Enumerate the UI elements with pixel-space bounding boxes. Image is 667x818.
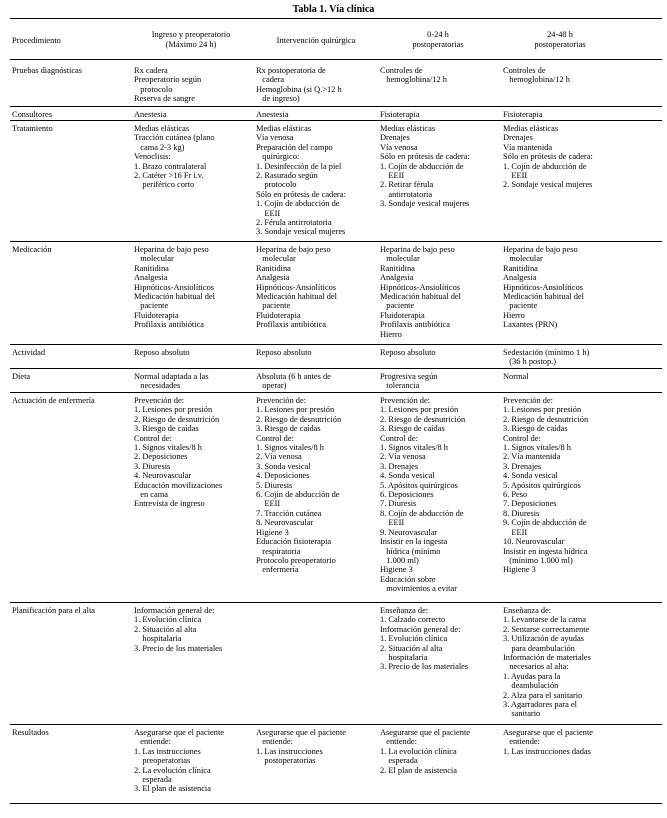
cell-line: Hipnóticos-Ansiolíticos bbox=[380, 282, 461, 292]
cell-line: 2. Vía venosa bbox=[256, 452, 302, 462]
cell-line: Reposo absoluto bbox=[134, 348, 190, 357]
row-label: Dieta bbox=[12, 372, 31, 381]
cell-line: EEII bbox=[256, 208, 281, 218]
cell-line: 1. Brazo contralateral bbox=[134, 161, 207, 171]
cell-line: Información general de: bbox=[380, 624, 461, 634]
cell-line: Asegurarse que el paciente bbox=[134, 728, 224, 737]
cell-line: (mínimo 1.000 ml) bbox=[503, 555, 573, 565]
cell-line: Prevención de: bbox=[256, 396, 307, 405]
cell-line: Educación movilizaciones bbox=[134, 480, 223, 490]
table-cell bbox=[134, 372, 209, 391]
cell-line: hemoglobina/12 h bbox=[380, 75, 447, 85]
table-cell bbox=[256, 396, 341, 575]
row-label: Actividad bbox=[12, 348, 46, 357]
cell-line: Reposo absoluto bbox=[256, 348, 312, 357]
cell-line: cadera bbox=[256, 75, 285, 85]
cell-line: Vía venosa bbox=[380, 142, 418, 152]
cell-line: Higiene 3 bbox=[380, 565, 413, 575]
row-label: Resultados bbox=[12, 728, 49, 737]
cell-line: Analgesia bbox=[134, 273, 168, 283]
table-title: Tabla 1. Vía clínica bbox=[292, 4, 375, 15]
cell-line: 7. Diuresis bbox=[380, 499, 417, 509]
cell-line: protocolo bbox=[134, 84, 173, 94]
cell-line: Preoperatorio según bbox=[134, 75, 202, 85]
cell-line: 10. Neurovascular bbox=[503, 537, 565, 547]
cell-line: 2. Catéter >16 Fr i.v. bbox=[134, 171, 204, 181]
cell-line: 7. Deposiciones bbox=[503, 499, 557, 509]
cell-line: 2. Situación al alta bbox=[380, 643, 443, 653]
cell-line: molecular bbox=[503, 254, 543, 264]
cell-line: Control de: bbox=[380, 433, 418, 443]
cell-line: Hierro bbox=[503, 310, 525, 320]
table-cell bbox=[380, 372, 437, 391]
cell-line: entiende: bbox=[503, 737, 540, 747]
cell-line: 2. Riesgo de desnutrición bbox=[256, 414, 342, 424]
table-rule bbox=[10, 106, 662, 107]
cell-line: paciente bbox=[134, 301, 169, 311]
cell-line: operar) bbox=[256, 381, 287, 391]
cell-line: Medicación habitual del bbox=[256, 292, 337, 302]
cell-line: 2. Situación al alta bbox=[134, 624, 197, 634]
cell-line: 1. Las instrucciones bbox=[256, 746, 323, 756]
cell-line: Fluidoterapia bbox=[256, 310, 301, 320]
table-rule bbox=[10, 392, 662, 393]
cell-line: en cama bbox=[134, 490, 168, 500]
cell-line: sanitario bbox=[503, 709, 541, 719]
cell-line: Heparina de bajo peso bbox=[134, 245, 209, 254]
cell-line: 3. Precio de los materiales bbox=[380, 662, 469, 672]
cell-line: hospitalaria bbox=[380, 653, 428, 663]
cell-line: 3. Riesgo de caídas bbox=[380, 424, 445, 434]
cell-line: postoperatorias bbox=[256, 756, 316, 766]
cell-line: Prevención de: bbox=[380, 396, 431, 405]
cell-line: paciente bbox=[503, 301, 538, 311]
cell-line: Vía mantenida bbox=[503, 142, 553, 152]
table-cell bbox=[134, 66, 201, 104]
table-cell bbox=[503, 66, 570, 85]
header-col-1 bbox=[131, 30, 251, 50]
table-cell bbox=[256, 66, 342, 104]
table-cell bbox=[380, 348, 436, 357]
cell-line: hemoglobina/12 h bbox=[503, 75, 570, 85]
cell-line: Venoclisis: bbox=[134, 152, 171, 162]
cell-line: enfermería bbox=[256, 565, 299, 575]
cell-line: EEII bbox=[380, 171, 405, 181]
cell-line: 3. Sondaje vesical mujeres bbox=[256, 227, 346, 237]
cell-line: Prevención de: bbox=[134, 396, 185, 405]
cell-line: Medicación habitual del bbox=[134, 292, 215, 302]
cell-line: 1. Signos vitales/8 h bbox=[503, 443, 571, 453]
table-cell bbox=[134, 396, 222, 509]
cell-line: Vía venosa bbox=[256, 133, 294, 143]
table-rule bbox=[10, 241, 662, 242]
cell-line: 8. Diuresis bbox=[503, 508, 540, 518]
cell-line: Protocolo preoperatorio bbox=[256, 555, 336, 565]
row-label: Consultores bbox=[12, 110, 53, 119]
cell-line: Control de: bbox=[256, 433, 294, 443]
cell-line: Absoluta (6 h antes de bbox=[256, 372, 331, 381]
cell-line: 2. Riesgo de desnutrición bbox=[134, 414, 220, 424]
table-rule bbox=[10, 602, 662, 603]
cell-line: Sólo en prótesis de cadera: bbox=[503, 152, 593, 162]
cell-line: 2. Férula antirrotatoria bbox=[256, 218, 332, 228]
cell-line: Reposo absoluto bbox=[380, 348, 436, 357]
cell-line: 2. La evolución clínica bbox=[134, 765, 211, 775]
cell-line: Fisioterapia bbox=[380, 110, 420, 119]
cell-line: Asegurarse que el paciente bbox=[256, 728, 346, 737]
cell-line: paciente bbox=[256, 301, 291, 311]
cell-line: 2. Vía venosa bbox=[380, 452, 426, 462]
cell-line: 1. Evolución clínica bbox=[380, 634, 448, 644]
header-procedimiento: Procedimiento bbox=[12, 36, 61, 45]
table-cell bbox=[503, 124, 593, 190]
cell-line: 1. Lesiones por presión bbox=[503, 405, 582, 415]
cell-line: de ingreso) bbox=[256, 94, 300, 104]
cell-line: Heparina de bajo peso bbox=[256, 245, 331, 254]
cell-line: Medias elásticas bbox=[380, 124, 436, 133]
cell-line: 1. Lesiones por presión bbox=[256, 405, 335, 415]
cell-line: Educación fisioterapia bbox=[256, 537, 332, 547]
table-cell bbox=[503, 245, 584, 330]
table-cell bbox=[380, 110, 420, 119]
cell-line: 1. Las instrucciones dadas bbox=[503, 746, 591, 756]
cell-line: Información de materiales bbox=[503, 653, 591, 663]
cell-line: 1. Cojín de abducción de bbox=[380, 161, 464, 171]
cell-line: Heparina de bajo peso bbox=[503, 245, 578, 254]
cell-line: 6. Deposiciones bbox=[380, 490, 434, 500]
cell-line: Normal bbox=[503, 372, 529, 381]
cell-line: Laxantes (PRN) bbox=[503, 320, 558, 330]
cell-line: 7. Tracción cutánea bbox=[256, 508, 322, 518]
cell-line: 2. Deposiciones bbox=[134, 452, 188, 462]
table-rule bbox=[10, 59, 662, 60]
cell-line: entiende: bbox=[134, 737, 171, 747]
cell-line: Fluidoterapia bbox=[380, 310, 425, 320]
cell-line: molecular bbox=[380, 254, 420, 264]
cell-line: Prevención de: bbox=[503, 396, 554, 405]
header-text: postoperatorias bbox=[534, 40, 586, 49]
cell-line: Anestesia bbox=[256, 110, 289, 119]
cell-line: EEII bbox=[256, 499, 281, 509]
cell-line: 5. Apósitos quirúrgicos bbox=[380, 480, 458, 490]
cell-line: 3. Drenajes bbox=[503, 461, 542, 471]
cell-line: 4. Sonda vesical bbox=[380, 471, 435, 481]
cell-line: Ranitidina bbox=[503, 263, 538, 273]
cell-line: Sedestación (mínimo 1 h) bbox=[503, 348, 590, 357]
cell-line: 3. Riesgo de caídas bbox=[503, 424, 568, 434]
cell-line: 1. Desinfección de la piel bbox=[256, 161, 342, 171]
cell-line: tolerancia bbox=[380, 381, 420, 391]
table-cell bbox=[380, 245, 461, 339]
cell-line: Información general de: bbox=[134, 606, 215, 615]
cell-line: Rx postoperatoria de bbox=[256, 66, 326, 75]
cell-line: 2. Riesgo de desnutrición bbox=[503, 414, 589, 424]
cell-line: 1.000 ml) bbox=[380, 555, 419, 565]
cell-line: Control de: bbox=[503, 433, 541, 443]
table-cell bbox=[503, 396, 588, 575]
table-cell bbox=[503, 728, 593, 756]
cell-line: 4. Neurovascular bbox=[134, 471, 192, 481]
header-text: postoperatorias bbox=[412, 40, 464, 49]
cell-line: antirrotatoria bbox=[380, 189, 433, 199]
cell-line: Ranitidina bbox=[134, 263, 169, 273]
cell-line: Educación sobre bbox=[380, 574, 436, 584]
cell-line: hídrica (mínimo bbox=[380, 546, 441, 556]
cell-line: (36 h postop.) bbox=[503, 357, 557, 367]
cell-line: 3. Riesgo de caídas bbox=[134, 424, 199, 434]
cell-line: 2. Retirar férula bbox=[380, 180, 434, 190]
cell-line: Entrevista de ingreso bbox=[134, 499, 205, 509]
cell-line: Asegurarse que el paciente bbox=[503, 728, 593, 737]
cell-line: Preparación del campo bbox=[256, 142, 333, 152]
table-cell bbox=[380, 66, 447, 85]
header-col-3 bbox=[378, 30, 498, 50]
cell-line: Drenajes bbox=[380, 133, 410, 143]
cell-line: 3. Diuresis bbox=[134, 461, 171, 471]
table-cell bbox=[503, 348, 589, 367]
cell-line: 8. Cojín de abducción de bbox=[380, 508, 464, 518]
table-rule bbox=[10, 368, 662, 369]
cell-line: 2. Rasurado según bbox=[256, 171, 318, 181]
row-label: Actuación de enfermería bbox=[12, 396, 95, 405]
cell-line: Insistir en ingesta hídrica bbox=[503, 546, 588, 556]
cell-line: 3. Riesgo de caídas bbox=[256, 424, 321, 434]
cell-line: 1. Signos vitales/8 h bbox=[256, 443, 324, 453]
cell-line: esperada bbox=[380, 756, 418, 766]
cell-line: Normal adaptada a las bbox=[134, 372, 209, 381]
table-cell bbox=[256, 124, 346, 237]
row-label: Tratamiento bbox=[12, 124, 53, 133]
cell-line: Insistir en la ingesta bbox=[380, 537, 448, 547]
cell-line: 3. Drenajes bbox=[380, 461, 419, 471]
cell-line: Hipnóticos-Ansiolíticos bbox=[503, 282, 584, 292]
cell-line: Higiene 3 bbox=[256, 527, 289, 537]
cell-line: 3. Sondaje vesical mujeres bbox=[380, 199, 470, 209]
cell-line: deambulación bbox=[503, 681, 559, 691]
cell-line: Fisioterapia bbox=[503, 110, 543, 119]
cell-line: 3. Utilización de ayudas bbox=[503, 634, 584, 644]
cell-line: entiende: bbox=[380, 737, 417, 747]
cell-line: 5. Apósitos quirúrgicos bbox=[503, 480, 581, 490]
cell-line: 2. Sentarse correctamente bbox=[503, 624, 590, 634]
header-col-4 bbox=[500, 30, 620, 50]
cell-line: 2. El plan de asistencia bbox=[380, 765, 457, 775]
header-text: Ingreso y preoperatorio bbox=[151, 30, 231, 39]
cell-line: 3. El plan de asistencia bbox=[134, 784, 211, 794]
cell-line: movimientos a evitar bbox=[380, 584, 457, 594]
cell-line: Profilaxis antibiótica bbox=[134, 320, 205, 330]
cell-line: Heparina de bajo peso bbox=[380, 245, 455, 254]
cell-line: molecular bbox=[256, 254, 296, 264]
cell-line: 5. Diuresis bbox=[256, 480, 293, 490]
table-rule bbox=[10, 724, 662, 725]
table-rule bbox=[10, 120, 662, 121]
cell-line: 3. Precio de los materiales bbox=[134, 643, 223, 653]
cell-line: EEII bbox=[380, 518, 405, 528]
cell-line: Asegurarse que el paciente bbox=[380, 728, 470, 737]
cell-line: Medias elásticas bbox=[134, 124, 190, 133]
cell-line: Hemoglobina (si Q.>12 h bbox=[256, 84, 342, 94]
cell-line: 1. Calzado correcto bbox=[380, 615, 446, 625]
cell-line: 1. Evolución clínica bbox=[134, 615, 202, 625]
cell-line: Rx cadera bbox=[134, 66, 168, 75]
cell-line: 1. Ayudas para la bbox=[503, 671, 561, 681]
cell-line: Sólo en prótesis de cadera: bbox=[380, 152, 470, 162]
cell-line: Profilaxis antibiótica bbox=[380, 320, 451, 330]
table-cell bbox=[503, 606, 591, 719]
row-label: Pruebas diagnósticas bbox=[12, 66, 83, 75]
cell-line: entiende: bbox=[256, 737, 293, 747]
cell-line: Ranitidina bbox=[256, 263, 291, 273]
table-rule bbox=[10, 803, 662, 804]
table-cell bbox=[256, 372, 331, 391]
table-cell bbox=[380, 396, 465, 594]
cell-line: EEII bbox=[503, 171, 528, 181]
cell-line: 1. Lesiones por presión bbox=[134, 405, 213, 415]
cell-line: Profilaxis antibiótica bbox=[256, 320, 327, 330]
table-cell bbox=[134, 348, 190, 357]
header-text: Intervención quirúrgica bbox=[276, 36, 356, 45]
cell-line: Reserva de sangre bbox=[134, 94, 195, 104]
table-rule bbox=[10, 18, 662, 19]
cell-line: EEII bbox=[503, 527, 528, 537]
cell-line: 1. La evolución clínica bbox=[380, 746, 457, 756]
table-cell bbox=[380, 606, 468, 672]
cell-line: Medicación habitual del bbox=[380, 292, 461, 302]
cell-line: paciente bbox=[380, 301, 415, 311]
header-text: 0-24 h bbox=[427, 30, 449, 39]
cell-line: 1. Cojín de abducción de bbox=[503, 161, 587, 171]
cell-line: Ranitidina bbox=[380, 263, 415, 273]
cell-line: Hipnóticos-Ansiolíticos bbox=[134, 282, 215, 292]
cell-line: Tracción cutánea (plano bbox=[134, 133, 215, 143]
cell-line: Medicación habitual del bbox=[503, 292, 584, 302]
cell-line: Fluidoterapia bbox=[134, 310, 179, 320]
cell-line: 1. Signos vitales/8 h bbox=[134, 443, 202, 453]
cell-line: 6. Cojín de abducción de bbox=[256, 490, 340, 500]
cell-line: Medias elásticas bbox=[256, 124, 312, 133]
cell-line: 4. Deposiciones bbox=[256, 471, 310, 481]
header-text: (Máximo 24 h) bbox=[165, 40, 217, 49]
cell-line: Sólo en prótesis de cadera: bbox=[256, 189, 346, 199]
table-cell bbox=[134, 245, 215, 330]
cell-line: Medias elásticas bbox=[503, 124, 559, 133]
cell-line: 4. Sonda vesical bbox=[503, 471, 558, 481]
cell-line: periférico corto bbox=[134, 180, 195, 190]
cell-line: cama 2-3 kg) bbox=[134, 142, 185, 152]
table-cell bbox=[380, 728, 470, 775]
cell-line: Drenajes bbox=[503, 133, 533, 143]
table-cell bbox=[503, 372, 529, 381]
table-cell bbox=[134, 124, 215, 190]
cell-line: 3. Sonda vesical bbox=[256, 461, 311, 471]
cell-line: 9. Neurovascular bbox=[380, 527, 438, 537]
cell-line: 3. Agarradores para el bbox=[503, 700, 577, 710]
cell-line: 2. Alza para el sanitario bbox=[503, 690, 583, 700]
table-cell bbox=[256, 245, 337, 330]
cell-line: hospitalaria bbox=[134, 634, 182, 644]
cell-line: Enseñanza de: bbox=[380, 606, 429, 615]
cell-line: Analgesia bbox=[503, 273, 537, 283]
cell-line: 1. Las instrucciones bbox=[134, 746, 201, 756]
cell-line: para deambulación bbox=[503, 643, 575, 653]
cell-line: Hipnóticos-Ansiolíticos bbox=[256, 282, 337, 292]
cell-line: Higiene 3 bbox=[503, 565, 536, 575]
cell-line: 1. Lesiones por presión bbox=[380, 405, 459, 415]
cell-line: esperada bbox=[134, 775, 172, 785]
cell-line: 6. Peso bbox=[503, 490, 528, 500]
table-cell bbox=[256, 348, 312, 357]
cell-line: Analgesia bbox=[380, 273, 414, 283]
cell-line: Controles de bbox=[380, 66, 423, 75]
cell-line: 1. Cojín de abducción de bbox=[256, 199, 340, 209]
header-text: 24-48 h bbox=[547, 30, 573, 39]
cell-line: necesidades bbox=[134, 381, 181, 391]
cell-line: 2. Vía mantenida bbox=[503, 452, 561, 462]
cell-line: 1. Levantarse de la cama bbox=[503, 615, 587, 625]
cell-line: preoperatorias bbox=[134, 756, 191, 766]
row-label: Planificación para el alta bbox=[12, 606, 96, 615]
cell-line: Control de: bbox=[134, 433, 172, 443]
cell-line: necesarios al alta: bbox=[503, 662, 569, 672]
cell-line: 8. Neurovascular bbox=[256, 518, 314, 528]
table-rule bbox=[10, 344, 662, 345]
cell-line: Controles de bbox=[503, 66, 546, 75]
table-cell bbox=[256, 110, 289, 119]
table-cell bbox=[134, 728, 224, 794]
cell-line: Analgesia bbox=[256, 273, 290, 283]
table-cell bbox=[503, 110, 543, 119]
table-cell bbox=[134, 110, 167, 119]
table-cell bbox=[134, 606, 222, 653]
cell-line: molecular bbox=[134, 254, 174, 264]
cell-line: Progresiva según bbox=[380, 372, 438, 381]
cell-line: 2. Sondaje vesical mujeres bbox=[503, 180, 593, 190]
cell-line: Hierro bbox=[380, 329, 402, 339]
cell-line: protocolo bbox=[256, 180, 297, 190]
table-cell bbox=[380, 124, 470, 209]
cell-line: quirúrgico: bbox=[256, 152, 300, 162]
header-col-2 bbox=[256, 36, 376, 46]
cell-line: 9. Cojín de abducción de bbox=[503, 518, 587, 528]
cell-line: Anestesia bbox=[134, 110, 167, 119]
cell-line: Enseñanza de: bbox=[503, 606, 552, 615]
row-label: Medicación bbox=[12, 245, 52, 254]
cell-line: respiratoria bbox=[256, 546, 301, 556]
cell-line: 2. Riesgo de desnutrición bbox=[380, 414, 466, 424]
table-cell bbox=[256, 728, 346, 766]
cell-line: 1. Signos vitales/8 h bbox=[380, 443, 448, 453]
